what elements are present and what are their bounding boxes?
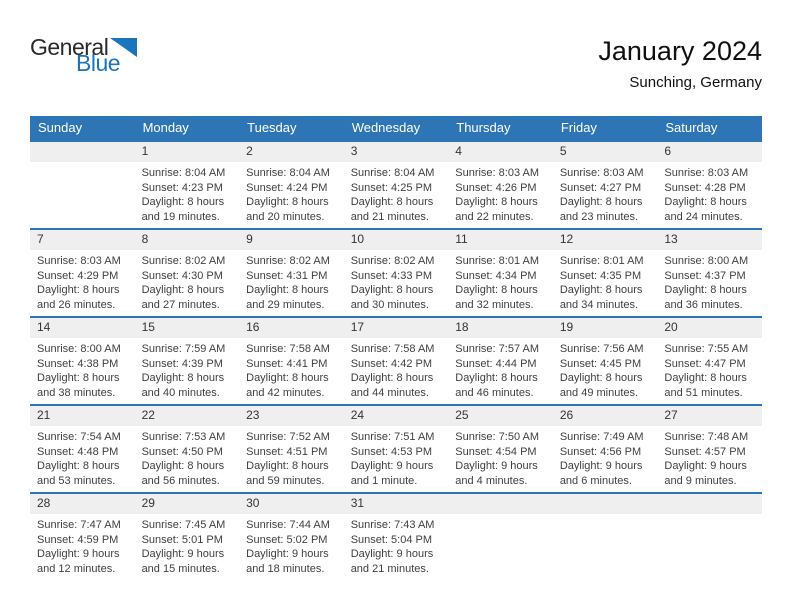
daylight-minutes-text: and 23 minutes.: [559, 210, 639, 223]
daylight-minutes-text: and 15 minutes.: [141, 562, 220, 575]
sunrise-text: Sunrise: 7:49 AM: [559, 431, 644, 443]
date-number: 5: [553, 142, 658, 162]
day-cell-details: [344, 162, 449, 225]
week-row-2: [30, 229, 762, 317]
sunrise-text: Sunrise: 8:01 AM: [455, 255, 540, 267]
date-number: 23: [239, 406, 344, 426]
sunset-text: Sunset: 4:29 PM: [37, 269, 119, 282]
day-cell-19: [553, 317, 658, 405]
day-cell-details: [448, 426, 553, 489]
daylight-hours-text: Daylight: 8 hours: [350, 372, 434, 385]
day-cell-details: [135, 162, 240, 225]
sunset-text: Sunset: 4:24 PM: [246, 181, 328, 194]
day-cell-12: [553, 229, 658, 317]
sunset-text: Sunset: 4:26 PM: [455, 181, 537, 194]
sunset-text: Sunset: 4:23 PM: [141, 181, 223, 194]
sunset-text: Sunset: 4:39 PM: [141, 357, 223, 370]
day-cell-6: [657, 141, 762, 229]
sunrise-text: Sunrise: 7:56 AM: [559, 343, 644, 355]
week-row-4: [30, 405, 762, 493]
daylight-minutes-text: and 9 minutes.: [664, 474, 737, 487]
sunrise-text: Sunrise: 8:04 AM: [350, 167, 435, 179]
sunset-text: Sunset: 4:33 PM: [350, 269, 433, 282]
daylight-minutes-text: and 32 minutes.: [455, 298, 534, 311]
day-cell-details: [448, 514, 553, 518]
day-cell-details: [657, 426, 762, 489]
day-cell-4: [448, 141, 553, 229]
general-blue-logo: [30, 36, 137, 75]
sunset-text: Sunset: 4:50 PM: [141, 445, 223, 458]
sunrise-text: Sunrise: 8:03 AM: [559, 167, 644, 179]
date-number: 10: [344, 230, 449, 250]
sunrise-text: Sunrise: 7:59 AM: [141, 343, 226, 355]
daylight-minutes-text: and 6 minutes.: [559, 474, 632, 487]
title-block: [598, 36, 762, 91]
day-cell-8: [135, 229, 240, 317]
location-subtitle: Sunching, Germany: [629, 74, 762, 91]
sunset-text: Sunset: 5:04 PM: [350, 533, 433, 546]
day-cell-details: [239, 162, 344, 225]
day-cell-details: [344, 338, 449, 401]
day-cell-details: [553, 514, 658, 518]
day-cell-details: [657, 338, 762, 401]
daylight-minutes-text: and 20 minutes.: [246, 210, 325, 223]
date-number: 25: [448, 406, 553, 426]
daylight-hours-text: Daylight: 8 hours: [455, 284, 538, 297]
day-cell-15: [135, 317, 240, 405]
day-cell-31: [344, 493, 449, 580]
date-number: 29: [135, 494, 240, 514]
day-cell-24: [344, 405, 449, 493]
date-number: 17: [344, 318, 449, 338]
daylight-minutes-text: and 34 minutes.: [559, 298, 639, 311]
day-cell-details: [135, 338, 240, 401]
sunset-text: Sunset: 5:01 PM: [141, 533, 223, 546]
sunrise-text: Sunrise: 8:00 AM: [664, 255, 749, 267]
date-number: 28: [30, 494, 135, 514]
daylight-hours-text: Daylight: 8 hours: [664, 284, 747, 297]
daylight-hours-text: Daylight: 8 hours: [141, 284, 225, 297]
date-number: 1: [135, 142, 240, 162]
daylight-minutes-text: and 42 minutes.: [246, 386, 325, 399]
logo-text-blue: Blue: [76, 50, 121, 76]
sunrise-text: Sunrise: 8:01 AM: [559, 255, 644, 267]
date-number: 7: [30, 230, 135, 250]
daylight-hours-text: Daylight: 8 hours: [246, 460, 329, 473]
daylight-hours-text: Daylight: 9 hours: [246, 548, 329, 561]
sunrise-text: Sunrise: 7:57 AM: [455, 343, 540, 355]
week-row-5: [30, 493, 762, 580]
week-row-3: [30, 317, 762, 405]
sunrise-text: Sunrise: 7:53 AM: [141, 431, 226, 443]
day-cell-details: [553, 250, 658, 313]
day-cell-2: [239, 141, 344, 229]
day-cell-21: [30, 405, 135, 493]
sunset-text: Sunset: 4:44 PM: [455, 357, 537, 370]
daylight-hours-text: Daylight: 9 hours: [141, 548, 225, 561]
date-number: 13: [657, 230, 762, 250]
sunrise-text: Sunrise: 7:52 AM: [246, 431, 330, 443]
daylight-minutes-text: and 21 minutes.: [350, 210, 429, 223]
daylight-hours-text: Daylight: 8 hours: [350, 284, 434, 297]
day-header-row: [30, 116, 762, 141]
day-header-friday: Friday: [553, 116, 658, 141]
sunset-text: Sunset: 4:59 PM: [37, 533, 119, 546]
day-cell-1: [135, 141, 240, 229]
day-cell-details: [448, 338, 553, 401]
empty-day-cell: [448, 493, 553, 580]
daylight-minutes-text: and 12 minutes.: [37, 562, 116, 575]
day-cell-details: [239, 514, 344, 577]
day-cell-20: [657, 317, 762, 405]
day-cell-28: [30, 493, 135, 580]
daylight-minutes-text: and 21 minutes.: [350, 562, 429, 575]
sunset-text: Sunset: 4:31 PM: [246, 269, 328, 282]
day-cell-7: [30, 229, 135, 317]
day-cell-details: [239, 426, 344, 489]
day-cell-26: [553, 405, 658, 493]
day-cell-details: [657, 250, 762, 313]
empty-day-cell: [30, 141, 135, 229]
date-number: 21: [30, 406, 135, 426]
daylight-hours-text: Daylight: 8 hours: [455, 196, 538, 209]
day-cell-30: [239, 493, 344, 580]
date-number: 15: [135, 318, 240, 338]
day-cell-details: [135, 426, 240, 489]
day-cell-details: [135, 514, 240, 577]
sunset-text: Sunset: 4:57 PM: [664, 445, 746, 458]
day-cell-11: [448, 229, 553, 317]
sunset-text: Sunset: 4:28 PM: [664, 181, 746, 194]
sunset-text: Sunset: 4:35 PM: [559, 269, 642, 282]
sunset-text: Sunset: 4:56 PM: [559, 445, 642, 458]
date-number: 19: [553, 318, 658, 338]
daylight-hours-text: Daylight: 8 hours: [664, 196, 747, 209]
date-number: 14: [30, 318, 135, 338]
week-row-1: [30, 141, 762, 229]
date-number: 8: [135, 230, 240, 250]
sunrise-text: Sunrise: 7:50 AM: [455, 431, 540, 443]
day-cell-13: [657, 229, 762, 317]
sunset-text: Sunset: 4:37 PM: [664, 269, 746, 282]
daylight-minutes-text: and 26 minutes.: [37, 298, 116, 311]
sunset-text: Sunset: 4:47 PM: [664, 357, 746, 370]
day-cell-14: [30, 317, 135, 405]
daylight-minutes-text: and 30 minutes.: [350, 298, 429, 311]
daylight-hours-text: Daylight: 9 hours: [350, 460, 434, 473]
sunrise-text: Sunrise: 7:51 AM: [350, 431, 435, 443]
day-cell-details: [239, 250, 344, 313]
sunset-text: Sunset: 4:42 PM: [350, 357, 433, 370]
day-cell-details: [553, 162, 658, 225]
daylight-hours-text: Daylight: 8 hours: [37, 284, 120, 297]
sunrise-text: Sunrise: 8:04 AM: [246, 167, 330, 179]
day-header-sunday: Sunday: [30, 116, 135, 141]
daylight-hours-text: Daylight: 8 hours: [559, 372, 643, 385]
sunrise-text: Sunrise: 8:00 AM: [37, 343, 121, 355]
day-cell-3: [344, 141, 449, 229]
daylight-minutes-text: and 38 minutes.: [37, 386, 116, 399]
daylight-minutes-text: and 24 minutes.: [664, 210, 743, 223]
daylight-minutes-text: and 59 minutes.: [246, 474, 325, 487]
sunrise-text: Sunrise: 7:58 AM: [350, 343, 435, 355]
date-number: [448, 494, 553, 514]
daylight-hours-text: Daylight: 9 hours: [37, 548, 120, 561]
daylight-hours-text: Daylight: 9 hours: [664, 460, 747, 473]
date-number: [553, 494, 658, 514]
day-cell-details: [657, 514, 762, 518]
day-header-tuesday: Tuesday: [239, 116, 344, 141]
date-number: 6: [657, 142, 762, 162]
sunrise-text: Sunrise: 8:02 AM: [350, 255, 435, 267]
sunset-text: Sunset: 4:30 PM: [141, 269, 223, 282]
sunset-text: Sunset: 4:45 PM: [559, 357, 642, 370]
sunset-text: Sunset: 4:27 PM: [559, 181, 642, 194]
daylight-hours-text: Daylight: 8 hours: [246, 372, 329, 385]
date-number: 9: [239, 230, 344, 250]
daylight-minutes-text: and 49 minutes.: [559, 386, 639, 399]
sunrise-text: Sunrise: 7:44 AM: [246, 519, 330, 531]
daylight-minutes-text: and 46 minutes.: [455, 386, 534, 399]
day-cell-details: [30, 250, 135, 313]
day-cell-details: [30, 162, 135, 166]
daylight-hours-text: Daylight: 8 hours: [37, 460, 120, 473]
day-header-wednesday: Wednesday: [344, 116, 449, 141]
date-number: [657, 494, 762, 514]
daylight-minutes-text: and 36 minutes.: [664, 298, 743, 311]
daylight-hours-text: Daylight: 8 hours: [559, 196, 643, 209]
day-cell-details: [344, 250, 449, 313]
sunset-text: Sunset: 4:51 PM: [246, 445, 328, 458]
date-number: 2: [239, 142, 344, 162]
date-number: 31: [344, 494, 449, 514]
sunrise-text: Sunrise: 7:58 AM: [246, 343, 330, 355]
date-number: 27: [657, 406, 762, 426]
day-cell-18: [448, 317, 553, 405]
daylight-minutes-text: and 40 minutes.: [141, 386, 220, 399]
sunset-text: Sunset: 4:34 PM: [455, 269, 537, 282]
daylight-minutes-text: and 19 minutes.: [141, 210, 220, 223]
day-cell-27: [657, 405, 762, 493]
day-cell-29: [135, 493, 240, 580]
day-header-monday: Monday: [135, 116, 240, 141]
sunrise-text: Sunrise: 8:03 AM: [37, 255, 121, 267]
date-number: 18: [448, 318, 553, 338]
daylight-hours-text: Daylight: 9 hours: [350, 548, 434, 561]
sunset-text: Sunset: 5:02 PM: [246, 533, 328, 546]
day-cell-details: [30, 514, 135, 577]
date-number: [30, 142, 135, 162]
date-number: 16: [239, 318, 344, 338]
day-cell-details: [344, 514, 449, 577]
day-header-thursday: Thursday: [448, 116, 553, 141]
daylight-minutes-text: and 4 minutes.: [455, 474, 528, 487]
sunset-text: Sunset: 4:53 PM: [350, 445, 433, 458]
day-cell-22: [135, 405, 240, 493]
daylight-hours-text: Daylight: 8 hours: [141, 196, 225, 209]
daylight-hours-text: Daylight: 8 hours: [141, 372, 225, 385]
empty-day-cell: [553, 493, 658, 580]
daylight-hours-text: Daylight: 8 hours: [37, 372, 120, 385]
day-cell-details: [30, 426, 135, 489]
day-cell-25: [448, 405, 553, 493]
daylight-minutes-text: and 27 minutes.: [141, 298, 220, 311]
day-header-saturday: Saturday: [657, 116, 762, 141]
logo-text-general: General: [30, 34, 109, 60]
day-cell-16: [239, 317, 344, 405]
sunrise-text: Sunrise: 7:45 AM: [141, 519, 226, 531]
daylight-hours-text: Daylight: 8 hours: [141, 460, 225, 473]
day-cell-9: [239, 229, 344, 317]
day-cell-details: [553, 338, 658, 401]
day-cell-details: [448, 250, 553, 313]
date-number: 4: [448, 142, 553, 162]
daylight-minutes-text: and 56 minutes.: [141, 474, 220, 487]
daylight-hours-text: Daylight: 9 hours: [559, 460, 643, 473]
day-cell-23: [239, 405, 344, 493]
sunset-text: Sunset: 4:41 PM: [246, 357, 328, 370]
daylight-minutes-text: and 44 minutes.: [350, 386, 429, 399]
sunset-text: Sunset: 4:54 PM: [455, 445, 537, 458]
day-cell-details: [553, 426, 658, 489]
daylight-hours-text: Daylight: 8 hours: [350, 196, 434, 209]
month-title: January 2024: [598, 36, 762, 66]
date-number: 20: [657, 318, 762, 338]
date-number: 24: [344, 406, 449, 426]
day-cell-details: [344, 426, 449, 489]
sunrise-text: Sunrise: 7:43 AM: [350, 519, 435, 531]
sunrise-text: Sunrise: 7:54 AM: [37, 431, 121, 443]
sunrise-text: Sunrise: 8:04 AM: [141, 167, 226, 179]
day-cell-5: [553, 141, 658, 229]
sunrise-text: Sunrise: 8:03 AM: [664, 167, 749, 179]
daylight-minutes-text: and 22 minutes.: [455, 210, 534, 223]
daylight-hours-text: Daylight: 8 hours: [455, 372, 538, 385]
day-cell-details: [239, 338, 344, 401]
daylight-minutes-text: and 1 minute.: [350, 474, 418, 487]
date-number: 22: [135, 406, 240, 426]
calendar-table: [30, 116, 762, 580]
day-cell-details: [135, 250, 240, 313]
sunrise-text: Sunrise: 7:48 AM: [664, 431, 749, 443]
sunset-text: Sunset: 4:25 PM: [350, 181, 433, 194]
daylight-minutes-text: and 18 minutes.: [246, 562, 325, 575]
sunset-text: Sunset: 4:48 PM: [37, 445, 119, 458]
sunrise-text: Sunrise: 7:55 AM: [664, 343, 749, 355]
day-cell-10: [344, 229, 449, 317]
sunset-text: Sunset: 4:38 PM: [37, 357, 119, 370]
sunrise-text: Sunrise: 8:03 AM: [455, 167, 540, 179]
date-number: 11: [448, 230, 553, 250]
daylight-hours-text: Daylight: 9 hours: [455, 460, 538, 473]
date-number: 12: [553, 230, 658, 250]
daylight-minutes-text: and 51 minutes.: [664, 386, 743, 399]
daylight-minutes-text: and 29 minutes.: [246, 298, 325, 311]
daylight-hours-text: Daylight: 8 hours: [246, 196, 329, 209]
daylight-hours-text: Daylight: 8 hours: [559, 284, 643, 297]
date-number: 30: [239, 494, 344, 514]
date-number: 26: [553, 406, 658, 426]
day-cell-17: [344, 317, 449, 405]
page-header: [0, 0, 792, 102]
empty-day-cell: [657, 493, 762, 580]
daylight-minutes-text: and 53 minutes.: [37, 474, 116, 487]
sunrise-text: Sunrise: 7:47 AM: [37, 519, 121, 531]
day-cell-details: [448, 162, 553, 225]
date-number: 3: [344, 142, 449, 162]
day-cell-details: [657, 162, 762, 225]
day-cell-details: [30, 338, 135, 401]
daylight-hours-text: Daylight: 8 hours: [246, 284, 329, 297]
daylight-hours-text: Daylight: 8 hours: [664, 372, 747, 385]
sunrise-text: Sunrise: 8:02 AM: [141, 255, 226, 267]
sunrise-text: Sunrise: 8:02 AM: [246, 255, 330, 267]
